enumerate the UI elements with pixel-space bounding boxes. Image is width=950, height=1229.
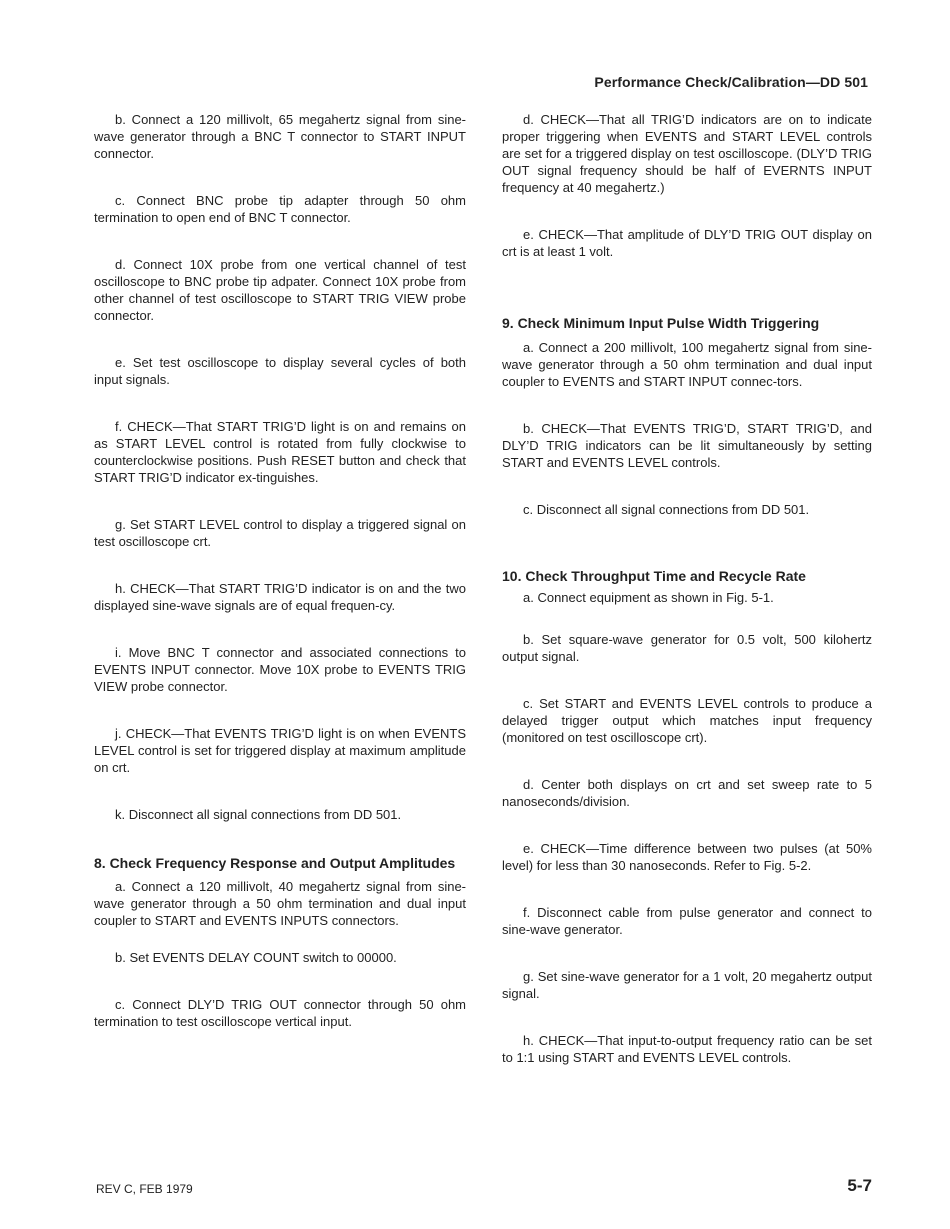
section-8-step-b: b. Set EVENTS DELAY COUNT switch to 00000. (115, 950, 397, 965)
step-d-paragraph: d. Connect 10X probe from one vertical channel of test oscilloscope to BNC probe tip adpater. Connect 10X probe from other channel of test oscilloscope to START TRIG VIEW probe connector. (94, 257, 466, 323)
step-f-paragraph: f. CHECK—That START TRIG’D light is on and remains on as START LEVEL control is rotated from fully clockwise to counterclockwise positions. Push RESET button and check that START TRIG’D indicator ex-tinguishes. (94, 419, 466, 485)
right-column (502, 111, 872, 1066)
section-10-step-f: f. Disconnect cable from pulse generator and connect to sine-wave generator. (502, 905, 872, 937)
section-9-step-b: b. CHECK—That EVENTS TRIG’D, START TRIG’D, and DLY’D TRIG indicators can be lit simultaneously by setting START and EVENTS LEVEL controls. (502, 421, 872, 470)
section-10-heading: 10. Check Throughput Time and Recycle Rate (502, 568, 806, 584)
step-e-paragraph: e. Set test oscilloscope to display several cycles of both input signals. (94, 355, 466, 387)
step-j-paragraph: j. CHECK—That EVENTS TRIG’D light is on when EVENTS LEVEL control is set for triggered display at maximum amplitude on crt. (94, 726, 466, 775)
step-k-paragraph: k. Disconnect all signal connections from DD 501. (115, 807, 402, 822)
revision-note: REV C, FEB 1979 (96, 1182, 193, 1196)
section-9-step-c: c. Disconnect all signal connections from DD 501. (523, 502, 810, 517)
section-8-step-a: a. Connect a 120 millivolt, 40 megahertz signal from sine-wave generator through a 50 ohm termination and dual input coupler to START and EVENTS INPUTS connectors. (94, 879, 466, 928)
section-10-step-a: a. Connect equipment as shown in Fig. 5-1. (523, 590, 774, 605)
step-g-paragraph: g. Set START LEVEL control to display a triggered signal on test oscilloscope crt. (94, 517, 466, 549)
step-h-paragraph: h. CHECK—That START TRIG’D indicator is on and the two displayed sine-wave signals are of equal frequen-cy. (94, 581, 466, 613)
section-10-step-d: d. Center both displays on crt and set sweep rate to 5 nanoseconds/division. (502, 777, 872, 809)
section-8-step-d: d. CHECK—That all TRIG’D indicators are on to indicate proper triggering when EVENTS and START LEVEL controls are set for a triggered display on test oscilloscope. (DLY’D TRIG OUT signal frequency should be half of EVERNTS INPUT frequency at 40 megahertz.) (502, 112, 872, 195)
section-8-heading: 8. Check Frequency Response and Output Amplitudes (94, 855, 456, 871)
page-number: 5-7 (847, 1176, 872, 1195)
section-10-step-e: e. CHECK—Time difference between two pulses (at 50% level) for less than 30 nanoseconds. Refer to Fig. 5-2. (502, 841, 872, 873)
running-header: Performance Check/Calibration—DD 501 (594, 74, 868, 90)
section-10-step-b: b. Set square-wave generator for 0.5 volt, 500 kilohertz output signal. (502, 632, 872, 664)
section-9-heading: 9. Check Minimum Input Pulse Width Triggering (502, 315, 820, 331)
step-b-paragraph: b. Connect a 120 millivolt, 65 megahertz signal from sine-wave generator through a BNC T connector to START INPUT connector. (94, 112, 466, 161)
section-10-step-g: g. Set sine-wave generator for a 1 volt, 20 megahertz output signal. (502, 969, 872, 1001)
section-10-step-c: c. Set START and EVENTS LEVEL controls to produce a delayed trigger output which matches input frequency (monitored on test oscilloscope crt). (502, 696, 872, 745)
section-9-step-a: a. Connect a 200 millivolt, 100 megahertz signal from sine-wave generator through a 50 ohm termination and dual input coupler to EVENTS and START INPUT connec-tors. (502, 340, 872, 389)
section-8-step-c: c. Connect DLY’D TRIG OUT connector through 50 ohm termination to test oscilloscope vertical input. (94, 997, 466, 1029)
section-8-step-e: e. CHECK—That amplitude of DLY’D TRIG OUT display on crt is at least 1 volt. (502, 227, 872, 259)
section-10-step-h: h. CHECK—That input-to-output frequency ratio can be set to 1:1 using START and EVENTS LEVEL controls. (502, 1033, 872, 1065)
step-c-paragraph: c. Connect BNC probe tip adapter through 50 ohm termination to open end of BNC T connector. (94, 193, 466, 225)
left-column (94, 111, 466, 1030)
step-i-paragraph: i. Move BNC T connector and associated connections to EVENTS INPUT connector. Move 10X probe to EVENTS TRIG VIEW probe connector. (94, 645, 466, 694)
